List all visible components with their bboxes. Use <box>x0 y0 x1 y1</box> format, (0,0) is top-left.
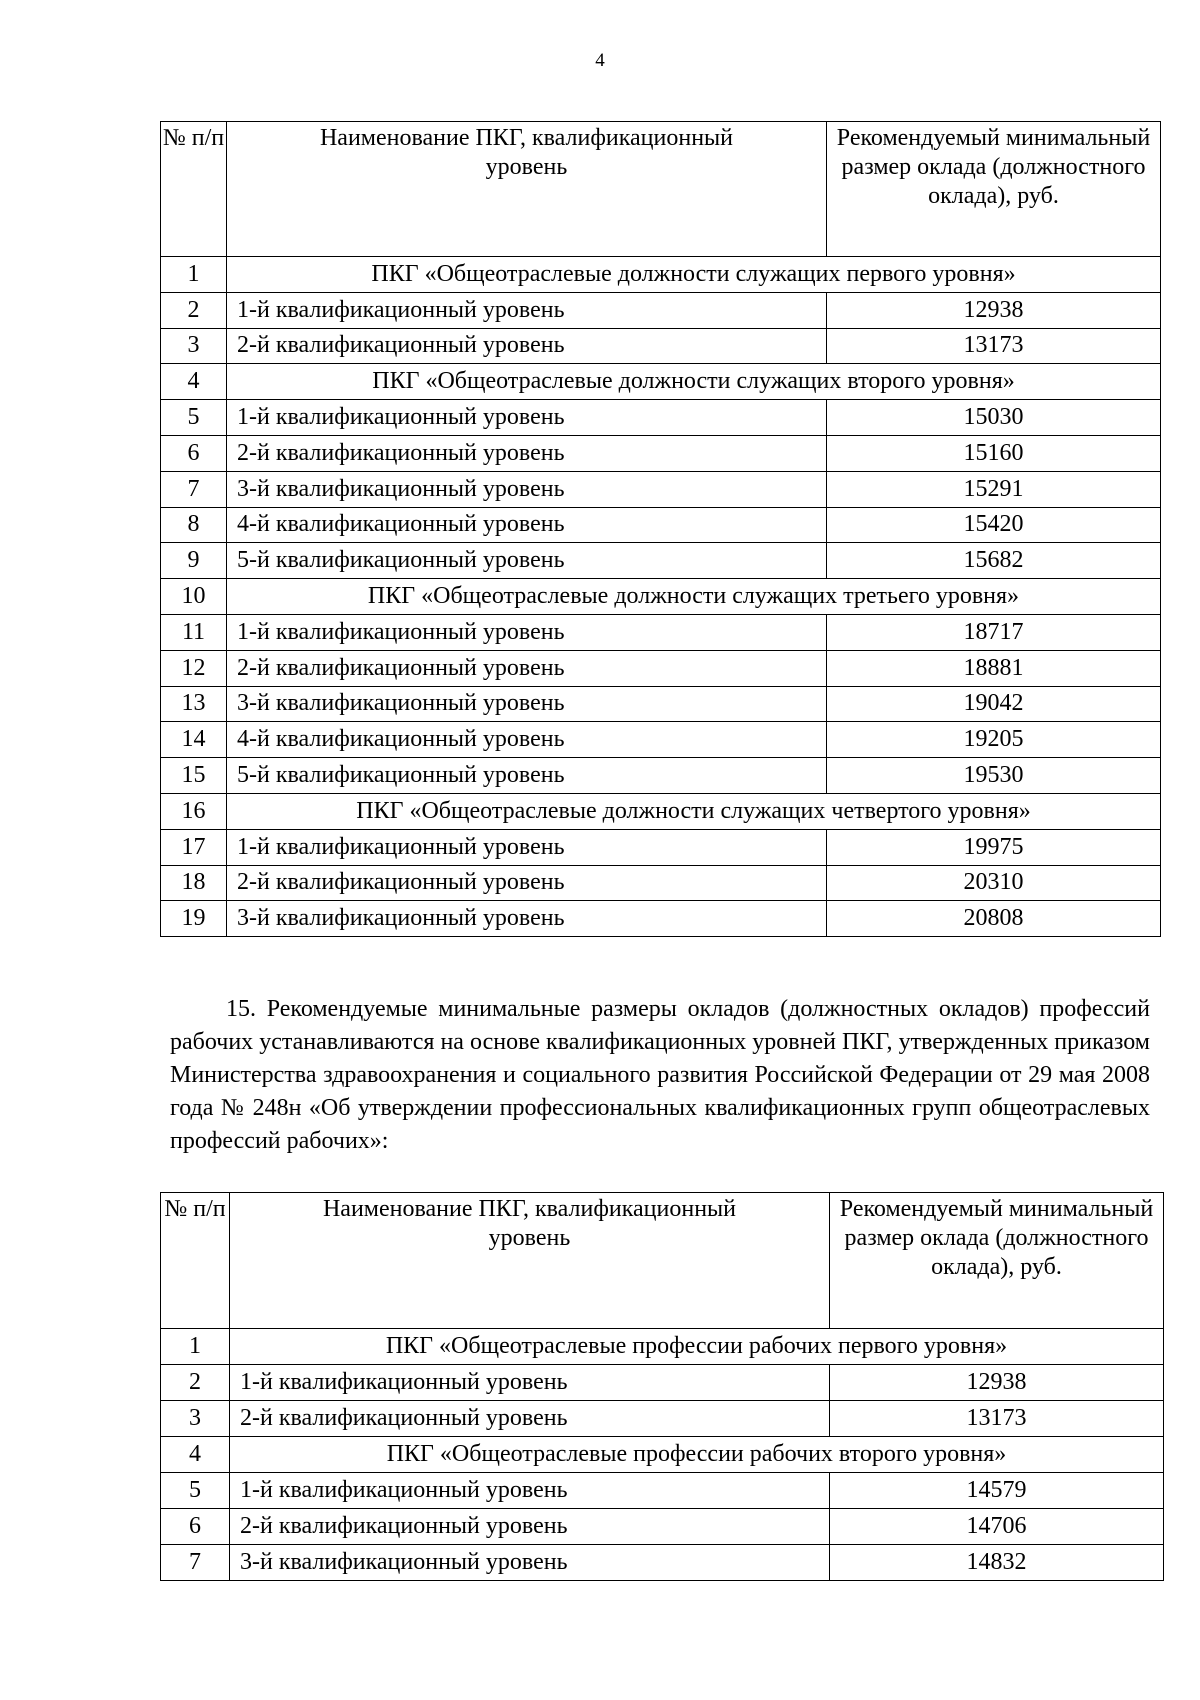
qualification-level: 3-й квалификационный уровень <box>227 471 827 507</box>
row-number: 4 <box>161 1437 230 1473</box>
salary-value: 18717 <box>827 614 1161 650</box>
group-row <box>161 579 1161 615</box>
table-row <box>161 901 1161 937</box>
row-number: 19 <box>161 901 227 937</box>
table-row <box>161 328 1161 364</box>
row-number: 3 <box>161 1401 230 1437</box>
row-number: 9 <box>161 543 227 579</box>
salary-value: 20310 <box>827 865 1161 901</box>
row-number: 1 <box>161 257 227 293</box>
row-number: 14 <box>161 722 227 758</box>
page-number: 4 <box>595 50 605 71</box>
salary-value: 18881 <box>827 650 1161 686</box>
qualification-level: 1-й квалификационный уровень <box>227 400 827 436</box>
table-row <box>161 400 1161 436</box>
row-number: 18 <box>161 865 227 901</box>
salary-value: 15291 <box>827 471 1161 507</box>
row-number: 13 <box>161 686 227 722</box>
salary-value: 12938 <box>827 292 1161 328</box>
row-number: 7 <box>161 1545 230 1581</box>
qualification-level: 2-й квалификационный уровень <box>227 435 827 471</box>
row-number: 6 <box>161 435 227 471</box>
table-row <box>161 650 1161 686</box>
header-value: Рекомендуемый минимальный размер оклада (должностного оклада), руб. <box>827 122 1161 257</box>
qualification-level: 1-й квалификационный уровень <box>227 292 827 328</box>
salary-value: 14579 <box>830 1473 1164 1509</box>
header-value: Рекомендуемый минимальный размер оклада (должностного оклада), руб. <box>830 1193 1164 1329</box>
row-number: 11 <box>161 614 227 650</box>
group-title: ПКГ «Общеотраслевые должности служащих второго уровня» <box>227 364 1161 400</box>
salary-value: 19205 <box>827 722 1161 758</box>
row-number: 5 <box>161 1473 230 1509</box>
row-number: 8 <box>161 507 227 543</box>
qualification-level: 3-й квалификационный уровень <box>227 686 827 722</box>
salary-value: 20808 <box>827 901 1161 937</box>
group-row <box>161 793 1161 829</box>
salary-value: 19975 <box>827 829 1161 865</box>
table-row <box>161 1473 1164 1509</box>
table-header-row <box>161 122 1161 257</box>
paragraph-15-text: 15. Рекомендуемые минимальные размеры окладов (должностных окладов) профессий рабочих устанавливаются на основе квалификационных уровней ПКГ, утвержденных приказом Министерства здравоохранения и социального развития Российской Федерации от 29 мая 2008 года № 248н «Об утверждении профессиональных квалификационных групп общеотраслевых профессий рабочих»: <box>170 996 1150 1154</box>
row-number: 17 <box>161 829 227 865</box>
group-row <box>161 257 1161 293</box>
row-number: 5 <box>161 400 227 436</box>
row-number: 3 <box>161 328 227 364</box>
qualification-level: 1-й квалификационный уровень <box>230 1365 830 1401</box>
qualification-level: 4-й квалификационный уровень <box>227 722 827 758</box>
table-row <box>161 758 1161 794</box>
group-title: ПКГ «Общеотраслевые должности служащих четвертого уровня» <box>227 793 1161 829</box>
header-name: Наименование ПКГ, квалификационный уровень <box>227 122 827 257</box>
salary-value: 15160 <box>827 435 1161 471</box>
group-title: ПКГ «Общеотраслевые профессии рабочих первого уровня» <box>230 1329 1164 1365</box>
qualification-level: 5-й квалификационный уровень <box>227 543 827 579</box>
group-title: ПКГ «Общеотраслевые профессии рабочих второго уровня» <box>230 1437 1164 1473</box>
table-row <box>161 435 1161 471</box>
row-number: 2 <box>161 1365 230 1401</box>
table-row <box>161 1509 1164 1545</box>
salary-value: 15420 <box>827 507 1161 543</box>
group-row <box>161 1329 1164 1365</box>
table-row <box>161 1545 1164 1581</box>
qualification-level: 2-й квалификационный уровень <box>230 1401 830 1437</box>
salary-value: 19530 <box>827 758 1161 794</box>
table-row <box>161 614 1161 650</box>
qualification-level: 2-й квалификационный уровень <box>227 865 827 901</box>
salary-value: 12938 <box>830 1365 1164 1401</box>
qualification-level: 2-й квалификационный уровень <box>230 1509 830 1545</box>
row-number: 2 <box>161 292 227 328</box>
salary-value: 13173 <box>827 328 1161 364</box>
salary-value: 13173 <box>830 1401 1164 1437</box>
table-row <box>161 292 1161 328</box>
table-row <box>161 865 1161 901</box>
salary-value: 19042 <box>827 686 1161 722</box>
table-row <box>161 1365 1164 1401</box>
row-number: 10 <box>161 579 227 615</box>
qualification-level: 3-й квалификационный уровень <box>230 1545 830 1581</box>
header-name: Наименование ПКГ, квалификационный уровень <box>230 1193 830 1329</box>
salary-table-workers <box>160 1192 1164 1581</box>
salary-value: 14706 <box>830 1509 1164 1545</box>
row-number: 12 <box>161 650 227 686</box>
group-title: ПКГ «Общеотраслевые должности служащих третьего уровня» <box>227 579 1161 615</box>
group-row <box>161 1437 1164 1473</box>
table-header-row <box>161 1193 1164 1329</box>
qualification-level: 4-й квалификационный уровень <box>227 507 827 543</box>
salary-value: 15030 <box>827 400 1161 436</box>
group-title: ПКГ «Общеотраслевые должности служащих первого уровня» <box>227 257 1161 293</box>
qualification-level: 3-й квалификационный уровень <box>227 901 827 937</box>
table-row <box>161 829 1161 865</box>
row-number: 15 <box>161 758 227 794</box>
row-number: 6 <box>161 1509 230 1545</box>
qualification-level: 1-й квалификационный уровень <box>230 1473 830 1509</box>
header-num: № п/п <box>161 1193 230 1329</box>
table-row <box>161 686 1161 722</box>
table-row <box>161 543 1161 579</box>
salary-table-employees <box>160 121 1161 937</box>
qualification-level: 1-й квалификационный уровень <box>227 829 827 865</box>
table-row <box>161 722 1161 758</box>
row-number: 4 <box>161 364 227 400</box>
paragraph-15 <box>170 993 1150 1158</box>
header-num: № п/п <box>161 122 227 257</box>
table-row <box>161 507 1161 543</box>
qualification-level: 1-й квалификационный уровень <box>227 614 827 650</box>
salary-value: 15682 <box>827 543 1161 579</box>
table-row <box>161 471 1161 507</box>
qualification-level: 5-й квалификационный уровень <box>227 758 827 794</box>
group-row <box>161 364 1161 400</box>
table-row <box>161 1401 1164 1437</box>
row-number: 7 <box>161 471 227 507</box>
salary-value: 14832 <box>830 1545 1164 1581</box>
qualification-level: 2-й квалификационный уровень <box>227 650 827 686</box>
row-number: 16 <box>161 793 227 829</box>
qualification-level: 2-й квалификационный уровень <box>227 328 827 364</box>
row-number: 1 <box>161 1329 230 1365</box>
